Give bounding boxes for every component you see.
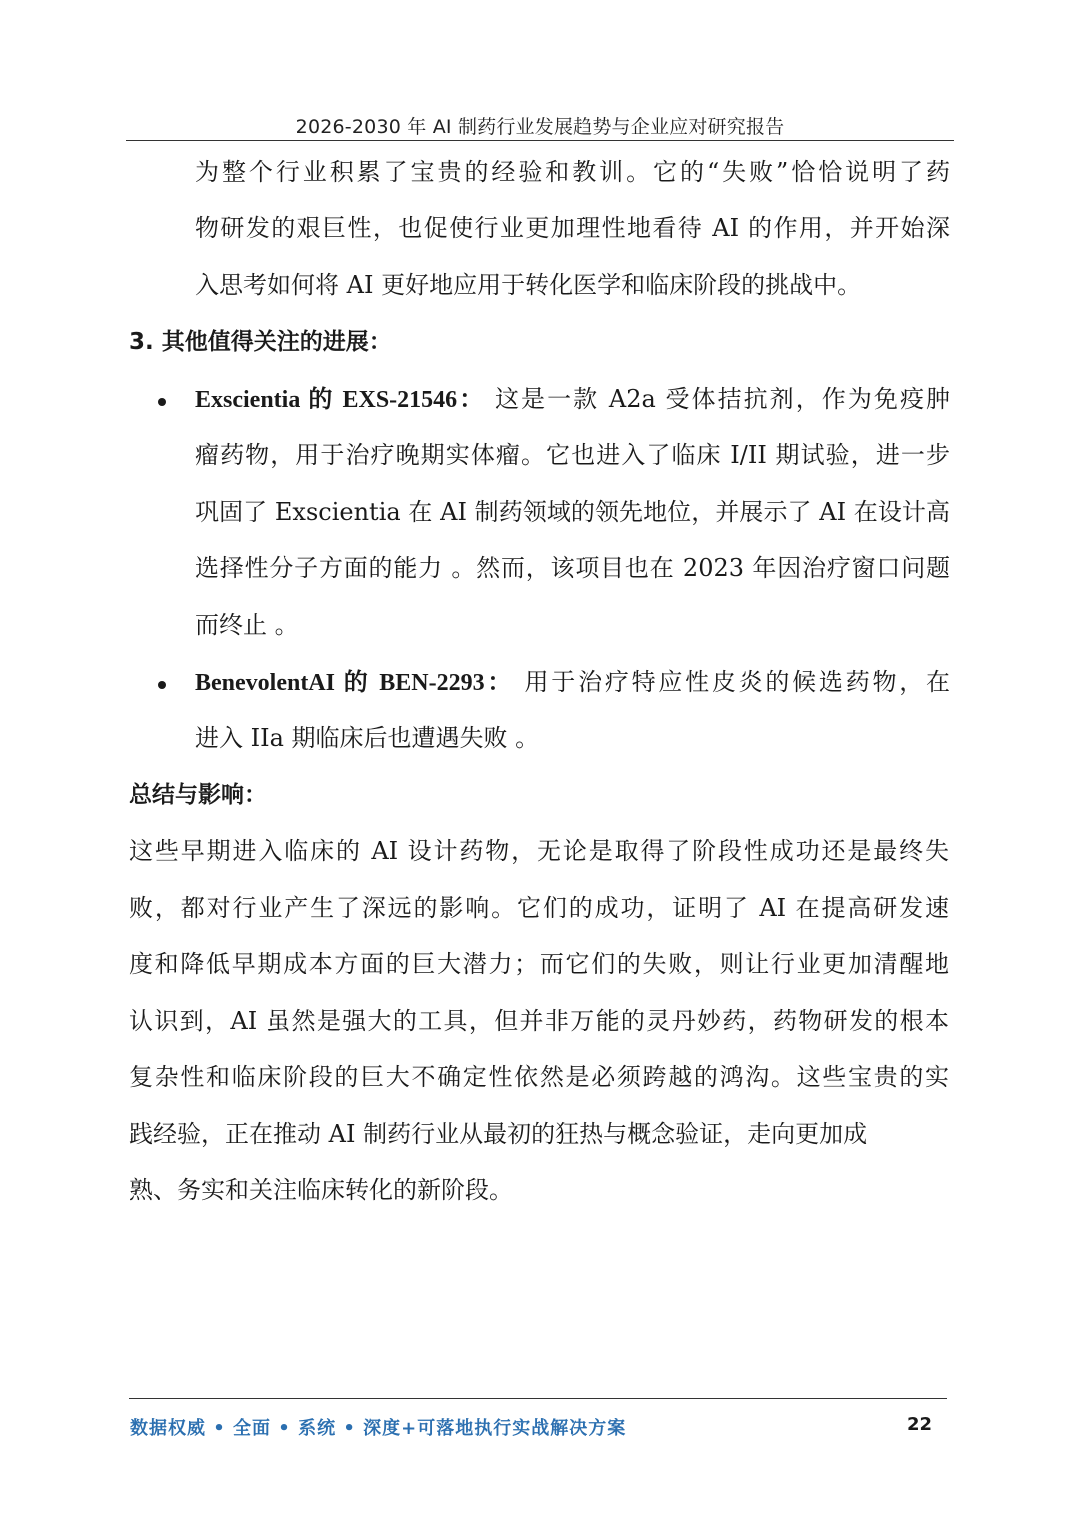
section-heading: 3. 其他值得关注的进展： — [129, 329, 392, 355]
bullet-line: 瘤药物，用于治疗晚期实体瘤。它也进入了临床 I/II 期试验，进一步 — [195, 441, 950, 469]
page-number: 22 — [906, 1414, 932, 1435]
header-divider — [126, 140, 954, 141]
summary-heading: 总结与影响： — [129, 782, 267, 808]
summary-line: 败，都对行业产生了深远的影响。它们的成功，证明了 AI 在提高研发速 — [129, 894, 949, 922]
bullet-lead: Exscientia 的 EXS-21546： — [195, 387, 486, 413]
bullet-text: 用于治疗特应性皮炎的候选药物，在 — [514, 668, 950, 696]
bullet-text: 这是一款 A2a 受体拮抗剂，作为免疫肿 — [485, 385, 950, 413]
bullet-lead: BenevolentAI 的 BEN-2293： — [195, 670, 515, 696]
summary-line: 熟、务实和关注临床转化的新阶段。 — [129, 1176, 513, 1204]
summary-line: 复杂性和临床阶段的巨大不确定性依然是必须跨越的鸿沟。这些宝贵的实 — [129, 1063, 949, 1091]
summary-line: 这些早期进入临床的 AI 设计药物，无论是取得了阶段性成功还是最终失 — [129, 837, 949, 865]
bullet-line: 选择性分子方面的能力 。然而，该项目也在 2023 年因治疗窗口问题 — [195, 554, 950, 582]
bullet-first-line — [195, 667, 950, 698]
bullet-line: 进入 IIa 期临床后也遭遇失败 。 — [195, 724, 540, 752]
bullet-dot — [158, 681, 166, 689]
bullet-first-line — [195, 384, 950, 415]
bullet-line: 而终止 。 — [195, 611, 299, 639]
footer-slogan: 数据权威 • 全面 • 系统 • 深度+可落地执行实战解决方案 — [130, 1418, 627, 1439]
report-header-title: 2026-2030 年 AI 制药行业发展趋势与企业应对研究报告 — [295, 116, 785, 138]
summary-line: 度和降低早期成本方面的巨大潜力；而它们的失败，则让行业更加清醒地 — [129, 950, 949, 978]
summary-line: 践经验，正在推动 AI 制药行业从最初的狂热与概念验证，走向更加成 — [129, 1120, 868, 1148]
paragraph-line: 物研发的艰巨性，也促使行业更加理性地看待 AI 的作用，并开始深 — [195, 214, 950, 242]
paragraph-line: 入思考如何将 AI 更好地应用于转化医学和临床阶段的挑战中。 — [195, 271, 862, 299]
summary-line: 认识到，AI 虽然是强大的工具，但并非万能的灵丹妙药，药物研发的根本 — [129, 1007, 949, 1035]
bullet-dot — [158, 398, 166, 406]
paragraph-line: 为整个行业积累了宝贵的经验和教训。它的“失败”恰恰说明了药 — [195, 158, 950, 186]
footer-divider — [129, 1398, 947, 1399]
bullet-line: 巩固了 Exscientia 在 AI 制药领域的领先地位，并展示了 AI 在设计高 — [195, 498, 950, 526]
